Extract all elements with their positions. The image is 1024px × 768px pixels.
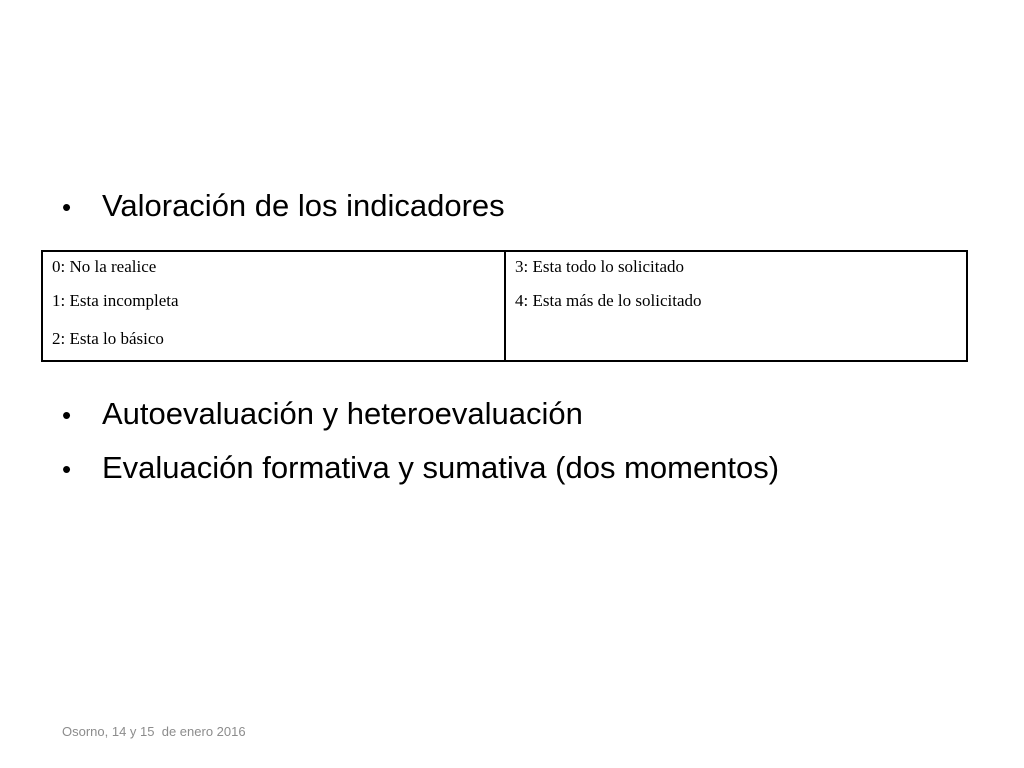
rating-scale-table	[41, 250, 968, 362]
bullet-valoracion	[62, 186, 505, 227]
bullet-text: Evaluación formativa y sumativa (dos momentos)	[102, 450, 780, 485]
bullet-dot: •	[62, 454, 72, 484]
bullet-evaluacion-formativa	[62, 448, 779, 489]
bullet-autoevaluacion	[62, 394, 583, 435]
rating-level-1: 1: Esta incompleta	[52, 291, 179, 310]
rating-level-3: 3: Esta todo lo solicitado	[515, 257, 685, 276]
rating-level-0: 0: No la realice	[52, 257, 157, 276]
bullet-dot: •	[62, 192, 72, 222]
rating-level-2: 2: Esta lo básico	[52, 329, 164, 348]
slide-footer: Osorno, 14 y 15 de enero 2016	[62, 724, 246, 739]
bullet-text: Autoevaluación y heteroevaluación	[102, 396, 583, 431]
rating-level-4: 4: Esta más de lo solicitado	[515, 291, 702, 310]
table-row	[42, 251, 967, 361]
rating-cell-right	[505, 251, 967, 361]
rating-cell-left	[42, 251, 505, 361]
bullet-dot: •	[62, 400, 72, 430]
bullet-text: Valoración de los indicadores	[102, 188, 505, 223]
